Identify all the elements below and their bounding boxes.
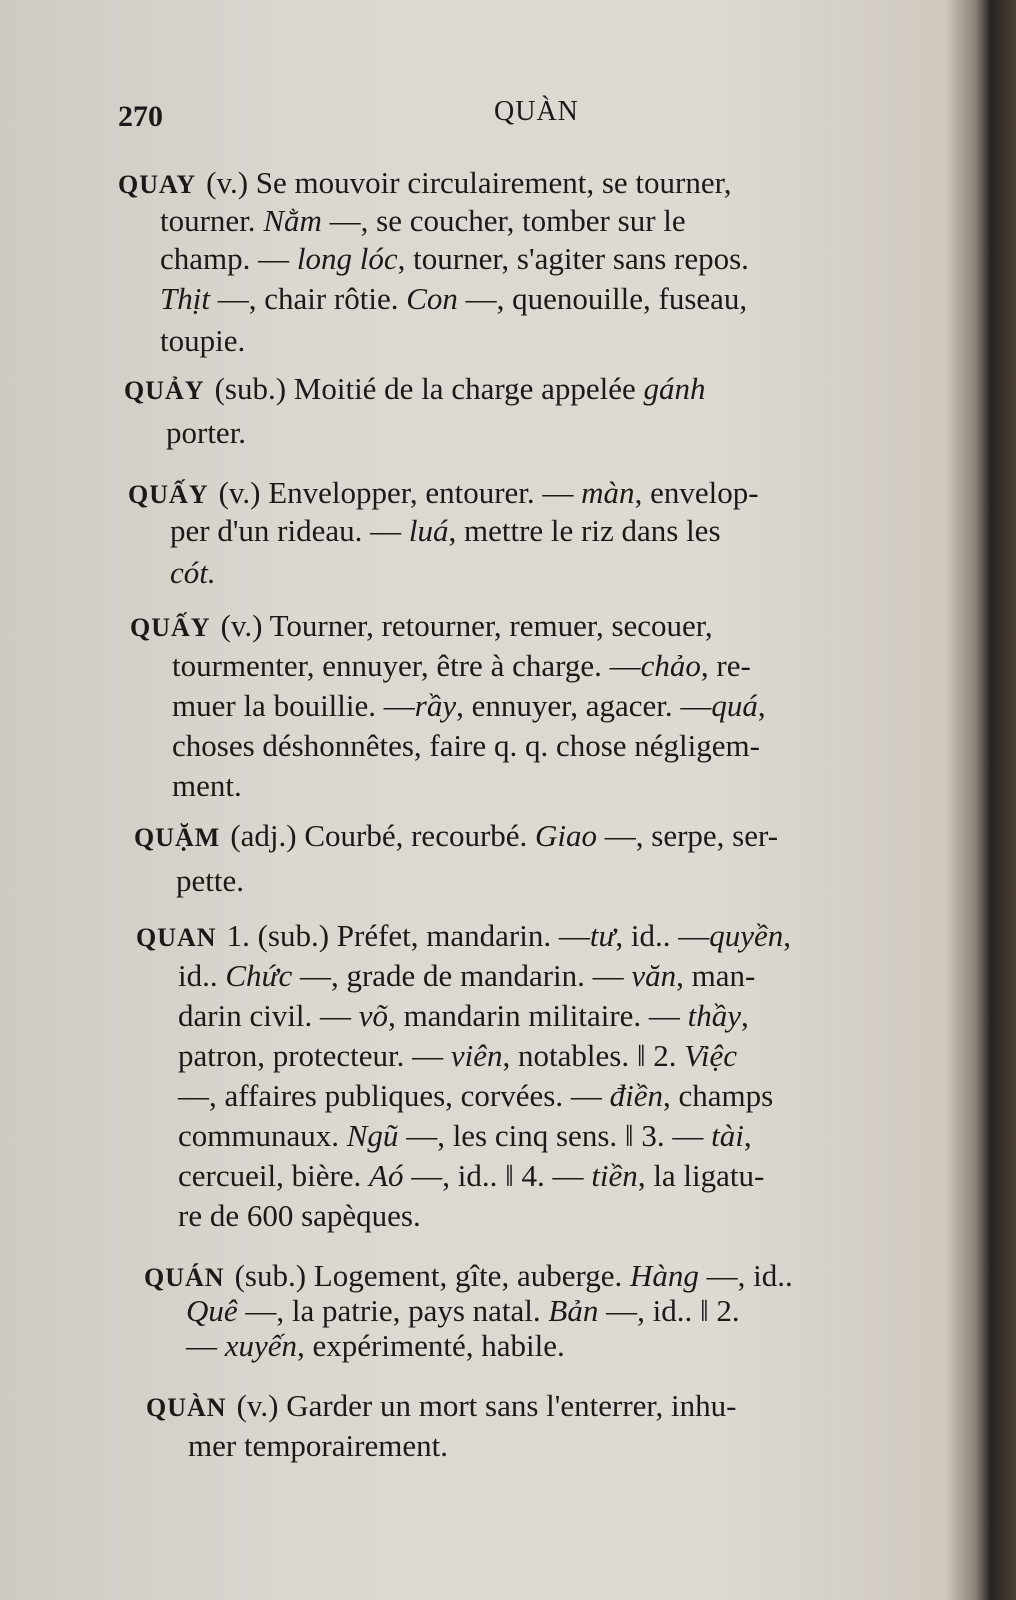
definition-text: , mettre le riz dans les	[448, 513, 721, 548]
entry-line	[146, 1388, 948, 1426]
definition-text: (v.) Envelopper, entourer. —	[218, 475, 582, 510]
definition-text: , ennuyer, agacer. —	[456, 688, 712, 723]
definition-text: , expérimenté, habile.	[297, 1328, 565, 1363]
definition-text: 1. (sub.) Préfet, mandarin. —	[226, 918, 590, 953]
entry-line	[178, 1078, 948, 1114]
definition-text: communaux.	[178, 1118, 347, 1153]
definition-text: , re-	[700, 648, 751, 683]
entry-line	[136, 918, 948, 956]
entry-line	[178, 1118, 948, 1154]
entry-line	[134, 818, 948, 856]
definition-text: (adj.) Courbé, recourbé.	[230, 818, 536, 853]
vietnamese-term: thầy	[687, 998, 742, 1033]
vietnamese-term: màn	[581, 475, 635, 510]
entry-line	[130, 608, 948, 646]
entry-line	[128, 475, 948, 513]
definition-text: muer la bouillie. —	[172, 688, 415, 723]
vietnamese-term: Quê	[186, 1293, 238, 1328]
definition-text: ,	[783, 918, 792, 953]
definition-text: mer temporairement.	[188, 1428, 448, 1463]
entry-line	[160, 241, 948, 277]
definition-text: (v.) Se mouvoir circulairement, se tourner,	[206, 165, 732, 200]
entry-line	[172, 688, 948, 724]
definition-text: ,	[757, 688, 766, 723]
vietnamese-term: tiền	[591, 1158, 638, 1193]
vietnamese-term: Giao	[535, 818, 598, 853]
definition-text: —, la patrie, pays natal.	[237, 1293, 549, 1328]
definition-text: —, quenouille, fuseau,	[457, 281, 748, 316]
definition-text: —, affaires publiques, corvées. —	[178, 1078, 610, 1113]
definition-text: darin civil. —	[178, 998, 359, 1033]
entry-line	[118, 165, 948, 203]
definition-text: (v.) Tourner, retourner, remuer, secouer,	[220, 608, 713, 643]
vietnamese-term: viên	[450, 1038, 503, 1073]
vietnamese-term: rầy	[414, 688, 457, 723]
definition-text: choses déshonnêtes, faire q. q. chose négligem-	[172, 728, 760, 763]
entry-line	[160, 323, 245, 359]
definition-text: (v.) Garder un mort sans l'enterrer, inhu-	[236, 1388, 737, 1423]
entry-line	[178, 1198, 421, 1234]
definition-text: —, id..	[698, 1258, 793, 1293]
headword: QUẢY	[124, 376, 205, 405]
entry-line	[188, 1428, 448, 1464]
vietnamese-term: gánh	[643, 371, 706, 406]
definition-text: toupie.	[160, 323, 246, 358]
entry-line	[124, 371, 948, 409]
definition-text: —, chair rôtie.	[209, 281, 407, 316]
vietnamese-term: Ngũ	[346, 1118, 399, 1153]
headword: QUẤY	[128, 480, 209, 509]
entry-line	[176, 863, 244, 899]
entry-line	[178, 1158, 948, 1194]
vietnamese-term: Chức	[225, 958, 293, 993]
vietnamese-term: Nằm	[263, 203, 322, 238]
entry-line	[160, 281, 948, 317]
entry-line	[178, 998, 948, 1034]
definition-text: ,	[743, 1118, 752, 1153]
headword: QUẶM	[134, 823, 221, 852]
definition-text: (sub.) Logement, gîte, auberge.	[234, 1258, 630, 1293]
page-number: 270	[118, 100, 163, 133]
vietnamese-term: Bản	[548, 1293, 599, 1328]
vietnamese-term: chảo	[640, 648, 701, 683]
definition-text: cercueil, bière.	[178, 1158, 370, 1193]
definition-text: —, id.. ‖ 2.	[598, 1293, 740, 1328]
definition-text: —, grade de mandarin. —	[292, 958, 632, 993]
entry-line	[178, 1038, 948, 1074]
definition-text: , id.. —	[615, 918, 710, 953]
vietnamese-term: Thịt	[160, 281, 210, 316]
vietnamese-term: luá	[408, 513, 449, 548]
vietnamese-term: võ	[358, 998, 389, 1033]
definition-text: —	[186, 1328, 225, 1363]
entry-line	[144, 1258, 948, 1296]
definition-text: —, serpe, ser-	[597, 818, 779, 853]
definition-text: , tourner, s'agiter sans repos.	[397, 241, 749, 276]
vietnamese-term: điền	[609, 1078, 663, 1113]
definition-text: re de 600 sapèques.	[178, 1198, 421, 1233]
vietnamese-term: quá	[711, 688, 758, 723]
definition-text: tourner.	[160, 203, 264, 238]
definition-text: (sub.) Moitié de la charge appelée	[214, 371, 644, 406]
vietnamese-term: xuyến	[224, 1328, 298, 1363]
definition-text: —, id.. ‖ 4. —	[403, 1158, 592, 1193]
definition-text: , mandarin militaire. —	[388, 998, 688, 1033]
vietnamese-term: Con	[406, 281, 458, 316]
vietnamese-term: tư	[589, 918, 616, 953]
definition-text: , envelop-	[634, 475, 759, 510]
entry-line	[170, 555, 216, 591]
definition-text: id..	[178, 958, 226, 993]
entry-line	[178, 958, 948, 994]
definition-text: , notables. ‖ 2.	[502, 1038, 685, 1073]
vietnamese-term: tài	[711, 1118, 744, 1153]
vietnamese-term: Hàng	[629, 1258, 699, 1293]
definition-text: —, se coucher, tomber sur le	[321, 203, 686, 238]
vietnamese-term: Aó	[369, 1158, 404, 1193]
entry-line	[160, 203, 948, 239]
entry-line	[172, 728, 948, 764]
vietnamese-term: long lóc	[296, 241, 398, 276]
entry-line	[170, 513, 948, 549]
definition-text: tourmenter, ennuyer, être à charge. —	[172, 648, 641, 683]
vietnamese-term: văn	[631, 958, 677, 993]
headword: QUẤY	[130, 613, 211, 642]
vietnamese-term: quyền	[709, 918, 784, 953]
definition-text: ment.	[172, 768, 242, 803]
entry-line	[186, 1293, 948, 1329]
headword: QUÁN	[144, 1263, 225, 1292]
definition-text: —, les cinq sens. ‖ 3. —	[398, 1118, 712, 1153]
definition-text: ,	[741, 998, 749, 1033]
entry-line	[186, 1328, 565, 1364]
definition-text: , man-	[676, 958, 756, 993]
entry-line	[172, 648, 948, 684]
headword: QUAY	[118, 170, 197, 199]
definition-text: porter.	[166, 415, 247, 450]
entry-line	[166, 415, 246, 451]
headword: QUAN	[136, 923, 217, 952]
definition-text: pette.	[176, 863, 244, 898]
vietnamese-term: cót.	[170, 555, 216, 590]
definition-text: per d'un rideau. —	[170, 513, 409, 548]
definition-text: , champs	[662, 1078, 774, 1113]
entry-line	[172, 768, 242, 804]
headword: QUÀN	[146, 1393, 227, 1422]
running-head: QUÀN	[494, 96, 579, 127]
definition-text: patron, protecteur. —	[178, 1038, 451, 1073]
definition-text: champ. —	[160, 241, 297, 276]
vietnamese-term: Việc	[684, 1038, 738, 1073]
definition-text: , la ligatu-	[637, 1158, 765, 1193]
